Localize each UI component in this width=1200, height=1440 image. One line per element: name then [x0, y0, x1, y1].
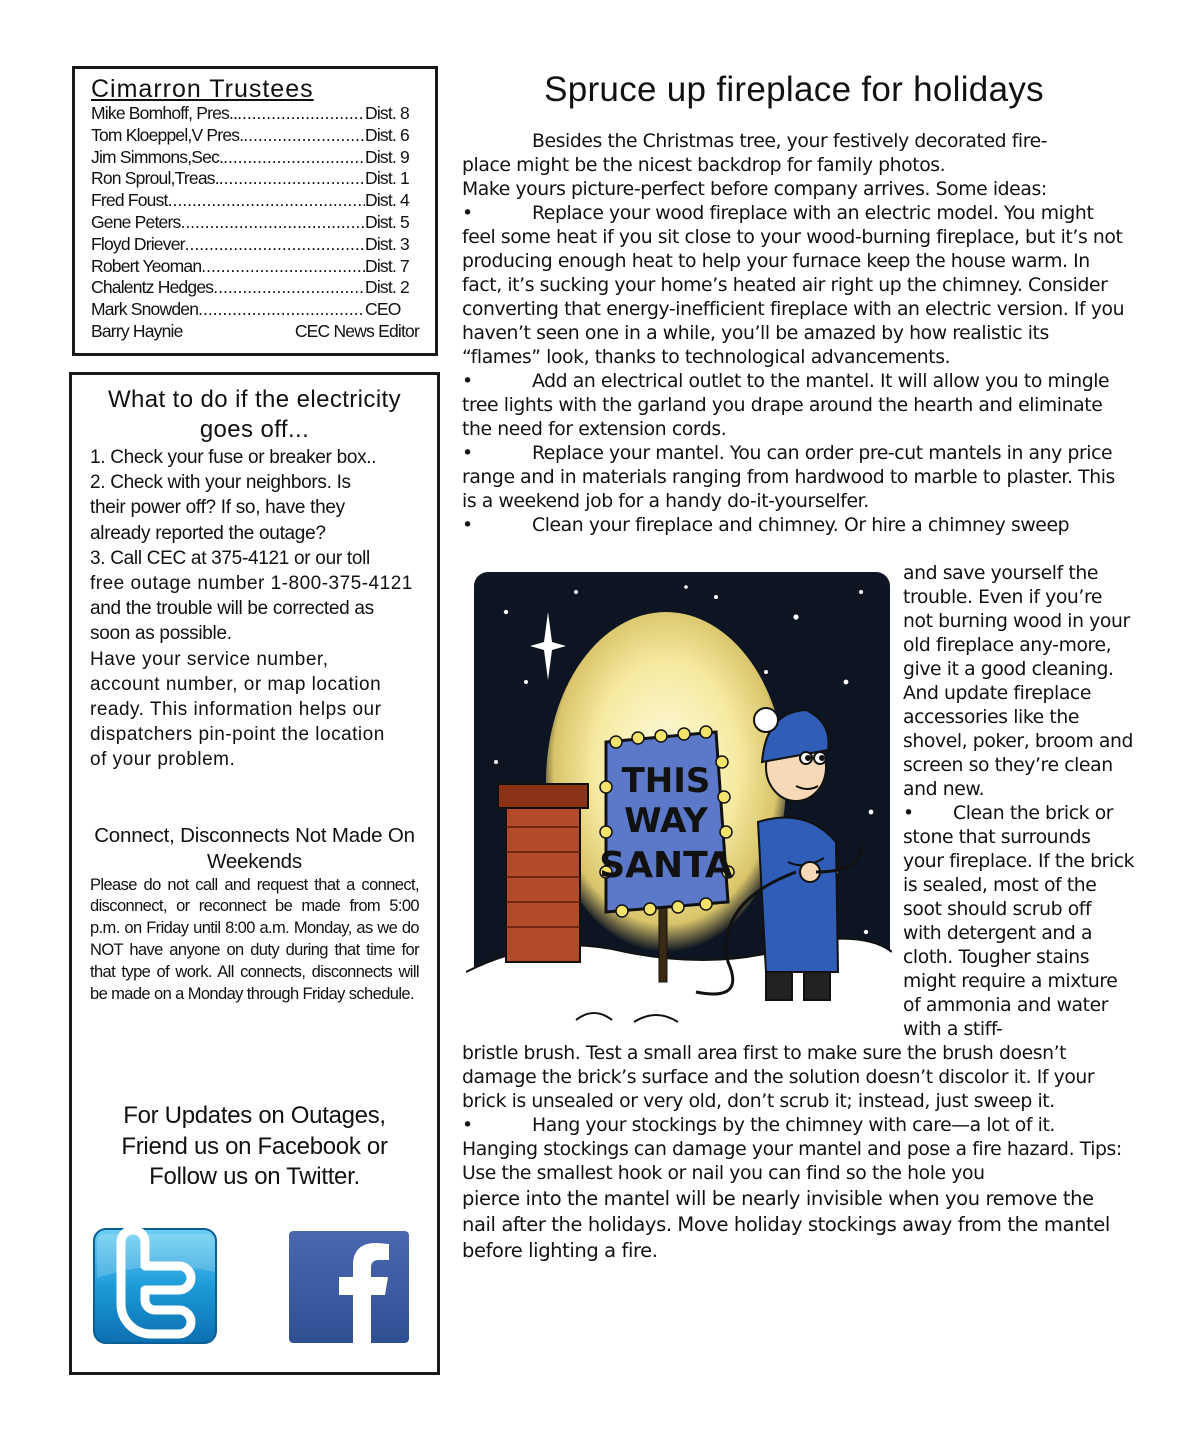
santa-cartoon-illustration	[466, 572, 892, 1032]
outage-step-3a: 3. Call CEC at 375-4121 or our toll	[90, 547, 370, 569]
trustee-name: Fred Foust	[91, 190, 168, 211]
outage-step-3d: soon as possible.	[90, 623, 232, 645]
trustee-name: Floyd Driever	[91, 233, 185, 254]
editor-role: CEC News Editor	[294, 320, 419, 341]
leader-dots	[180, 212, 365, 234]
trustee-row	[91, 125, 419, 147]
outage-info-d: dispatchers pin-point the location	[90, 724, 385, 746]
leader-dots	[168, 190, 365, 212]
sign-word-2: WAY	[624, 801, 708, 841]
trustee-district: Dist. 9	[365, 146, 409, 167]
sign-word-1: THIS	[621, 761, 711, 801]
trustee-name: Gene Peters	[91, 211, 181, 232]
article-intro-2: place might be the nicest backdrop for family photos.	[462, 155, 946, 176]
trustee-district: Dist. 7	[365, 255, 409, 276]
leader-dots	[213, 277, 365, 299]
article-body-top	[462, 130, 1130, 538]
updates-line-2: Friend us on Facebook or	[121, 1132, 388, 1160]
trustee-district: CEO	[365, 299, 401, 320]
outage-box	[69, 372, 440, 1375]
tip-3: • Replace your mantel. You can order pre-cut mantels in any price range and in materials ranging from hardwood to marble to plaster. This is a weekend job for a handy do-it-yourselfer.	[462, 443, 1115, 512]
weekend-body: Please do not call and request that a connect, disconnect, or reconnect be made from 5:00 p.m. on Friday until 8:00 a.m. Monday, as we do NOT have anyone on duty during that time for that type of work. All connects, disconnects will be made on a Monday through Friday schedule.	[90, 875, 419, 1003]
article-intro-3: Make yours picture-perfect before company arrives. Some ideas:	[462, 179, 1047, 200]
tip-1: • Replace your wood fireplace with an electric model. You might feel some heat if you sit close to your wood-burning fireplace, but it’s not producing enough heat to help your furnace keep the house warm. In fact, it’s sucking your home’s heated air right up the chimney. Consider converting that energy-inefficient fireplace with an electric version. If you haven’t seen one in a while, you’ll be amazed by how realistic its “flames” look, thanks to technological advancements.	[462, 203, 1125, 368]
outage-step-2b: their power off? If so, have they	[90, 497, 345, 519]
editor-name: Barry Haynie	[91, 320, 183, 341]
editor-row	[91, 321, 419, 343]
article-body-bottom	[462, 1042, 1130, 1264]
trustee-row	[91, 190, 419, 212]
outage-info-e: of your problem.	[90, 749, 236, 771]
trustee-list	[91, 103, 419, 321]
weekend-title: Connect, Disconnects Not Made On Weekends	[94, 823, 415, 873]
leader-dots	[198, 299, 365, 321]
twitter-logo-icon[interactable]	[93, 1228, 217, 1344]
sign-word-3: SANTA	[599, 845, 733, 886]
trustee-name: Mike Bomhoff, Pres..	[91, 103, 238, 123]
outage-step-1: 1. Check your fuse or breaker box..	[90, 447, 377, 468]
trustee-name: Robert Yeoman	[91, 255, 202, 276]
trustee-name: Mark Snowden	[91, 299, 199, 320]
article-title: Spruce up fireplace for holidays	[544, 70, 1044, 109]
trustees-box	[72, 66, 438, 356]
trustee-district: Dist. 1	[365, 168, 409, 189]
trustee-row	[91, 234, 419, 256]
tip-5-rest: bristle brush. Test a small area first to make sure the brush doesn’t damage the brick’s surface and the solution doesn’t discolor it. If your brick is unsealed or very old, don’t scrub it; instead, just sweep it.	[462, 1043, 1095, 1112]
trustee-district: Dist. 2	[365, 277, 409, 298]
trustee-row	[91, 147, 419, 169]
outage-info-a: Have your service number,	[90, 648, 329, 670]
leader-dots	[201, 256, 365, 278]
trustees-title: Cimarron Trustees	[91, 75, 314, 103]
trustee-row	[91, 103, 419, 125]
trustee-row	[91, 277, 419, 299]
leader-dots	[185, 234, 365, 256]
trustee-district: Dist. 5	[365, 211, 409, 232]
tip-6-end: pierce into the mantel will be nearly invisible when you remove the nail after the holidays. Move holiday stockings away from the mantel before lighting a fire.	[462, 1187, 1110, 1262]
trustee-row	[91, 212, 419, 234]
tip-2: • Add an electrical outlet to the mantel. It will allow you to mingle tree lights with the garland you drape around the hearth and eliminate the need for extension cords.	[462, 371, 1110, 440]
leader-dots	[219, 168, 365, 190]
trustee-row	[91, 168, 419, 190]
updates-line-3: Follow us on Twitter.	[149, 1163, 360, 1191]
trustee-name: Chalentz Hedges	[91, 277, 214, 298]
outage-title: What to do if the electricity goes off...	[107, 386, 402, 443]
trustee-district: Dist. 3	[365, 233, 409, 254]
trustee-row	[91, 299, 419, 321]
trustee-district: Dist. 4	[365, 190, 409, 211]
outage-step-3b: free outage number 1-800-375-4121	[90, 573, 413, 595]
article-intro-1: Besides the Christmas tree, your festively decorated fire-	[532, 131, 1048, 152]
outage-step-2a: 2. Check with your neighbors. Is	[90, 472, 351, 494]
outage-step-3c: and the trouble will be corrected as	[90, 598, 374, 620]
tip-5-wrap: • Clean the brick or stone that surrounds your fireplace. If the brick is sealed, most of the soot should scrub off with detergent and a cloth. Tougher stains might require a mixture of ammonia and water with a stiff-	[903, 803, 1135, 1040]
trustee-name: Tom Kloeppel,V Pres.	[91, 124, 244, 145]
facebook-logo-icon[interactable]	[289, 1231, 409, 1343]
outage-info-c: ready. This information helps our	[90, 699, 382, 721]
social-updates-text	[90, 1101, 419, 1193]
tip-4-wrap: and save yourself the trouble. Even if you’re not burning wood in your old fireplace any-more, give it a good cleaning. And update fireplace accessories like the shovel, poker, broom and screen so they’re clean and new.	[903, 563, 1134, 800]
trustee-name: Ron Sproul,Treas.	[91, 168, 219, 189]
trustee-district: Dist. 8	[365, 103, 409, 123]
tip-4-start: • Clean your fireplace and chimney. Or hire a chimney sweep	[462, 515, 1070, 536]
trustee-row	[91, 256, 419, 278]
trustee-district: Dist. 6	[365, 124, 409, 145]
outage-info-b: account number, or map location	[90, 673, 382, 695]
trustee-name: Jim Simmons,Sec.	[91, 146, 224, 167]
updates-line-1: For Updates on Outages,	[123, 1102, 386, 1130]
leader-dots	[223, 147, 365, 169]
leader-dots	[243, 125, 365, 147]
outage-step-2c: already reported the outage?	[90, 522, 326, 544]
leader-dots	[237, 103, 365, 125]
tip-6: • Hang your stockings by the chimney with care—a lot of it. Hanging stockings can damage your mantel and pose a fire hazard. Tips: Use the smallest hook or nail you can find so the hole you	[462, 1115, 1122, 1184]
article-wrap-column	[903, 562, 1135, 1042]
